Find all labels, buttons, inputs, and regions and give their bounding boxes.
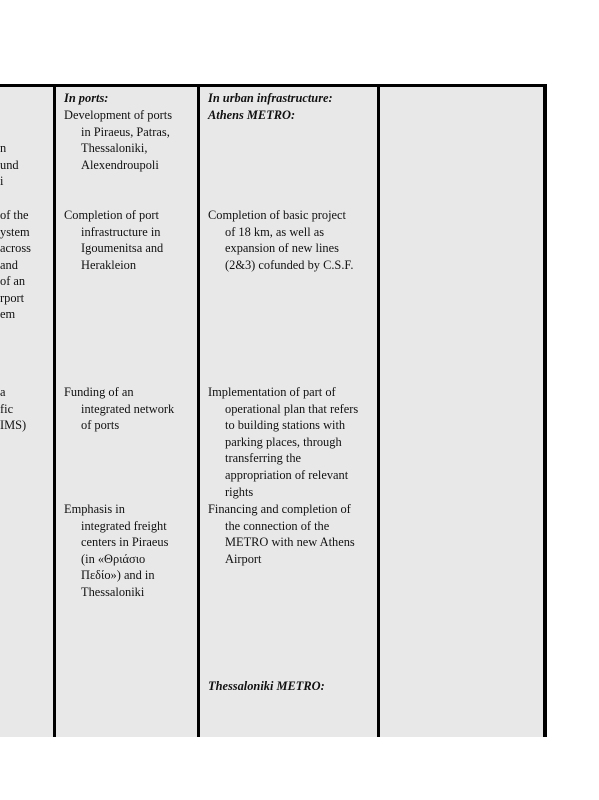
athens-metro-header: Athens METRO: [208, 107, 296, 122]
fragment-line: rport [0, 291, 25, 305]
item-line: Thessaloniki [81, 584, 145, 599]
column-1-fragments [0, 0, 52, 800]
metro-item-implementation [208, 384, 376, 500]
item-first-line: Completion of port [64, 208, 159, 222]
item-line: the connection of the [225, 518, 330, 533]
fragment-line: und [0, 158, 19, 172]
item-first-line: Financing and completion of [208, 502, 351, 516]
item-line: appropriation of relevant [225, 467, 349, 482]
column-divider [53, 84, 56, 737]
fragment-line: fic [0, 402, 14, 416]
item-line: centers in Piraeus [81, 535, 169, 550]
item-line: operational plan that refers [225, 401, 359, 416]
item-line: integrated freight [81, 518, 167, 533]
ports-item-emphasis [64, 501, 194, 601]
fragment-line: IMS) [0, 418, 27, 432]
item-line: Airport [225, 551, 262, 566]
fragment-line: across [0, 241, 31, 255]
item-line: METRO with new Athens [225, 535, 355, 550]
item-line: of ports [81, 418, 120, 433]
ports-item-development [64, 107, 194, 173]
urban-infrastructure-header: In urban infrastructure: [208, 91, 333, 105]
column-ports [64, 90, 194, 599]
item-line: Igoumenitsa and [81, 241, 164, 256]
item-line: integrated network [81, 401, 175, 416]
item-line: rights [225, 484, 254, 499]
item-line: in Piraeus, Patras, [81, 124, 170, 139]
fragment-line: i [0, 174, 4, 188]
item-line: (2&3) cofunded by C.S.F. [225, 257, 354, 272]
item-first-line: Emphasis in [64, 502, 125, 516]
item-line: (in «Θριάσιο [81, 551, 146, 566]
table-right-border [543, 84, 547, 737]
item-first-line: Funding of an [64, 385, 134, 399]
empty-column [381, 87, 542, 737]
item-line: expansion of new lines [225, 241, 339, 256]
item-first-line: Completion of basic project [208, 208, 346, 222]
item-line: Πεδίο») and in [81, 568, 155, 583]
fragment-line: em [0, 307, 16, 321]
fragment-line: a [0, 385, 6, 399]
item-line: Herakleion [81, 257, 137, 272]
metro-item-basic-project [208, 207, 376, 273]
item-first-line: Implementation of part of [208, 385, 336, 399]
item-line: of 18 km, as well as [225, 224, 325, 239]
fragment-line: and [0, 258, 18, 272]
column-divider [377, 84, 380, 737]
fragment-line: of an [0, 274, 26, 288]
ports-header: In ports: [64, 91, 109, 105]
fragment-line: ystem [0, 225, 30, 239]
ports-item-funding [64, 384, 194, 434]
metro-item-airport-connection [208, 501, 376, 567]
ports-item-completion [64, 207, 194, 273]
item-line: Alexendroupoli [81, 157, 159, 172]
item-line: infrastructure in [81, 224, 161, 239]
item-line: Thessaloniki, [81, 141, 148, 156]
column-divider [197, 84, 200, 737]
fragment-line: n [0, 141, 7, 155]
column-urban-infrastructure [208, 90, 376, 693]
item-line: to building stations with [225, 418, 346, 433]
item-first-line: Development of ports [64, 108, 173, 122]
thessaloniki-metro-header: Thessaloniki METRO: [208, 679, 325, 693]
fragment-line: of the [0, 208, 29, 222]
item-line: transferring the [225, 451, 302, 466]
item-line: parking places, through [225, 434, 342, 449]
